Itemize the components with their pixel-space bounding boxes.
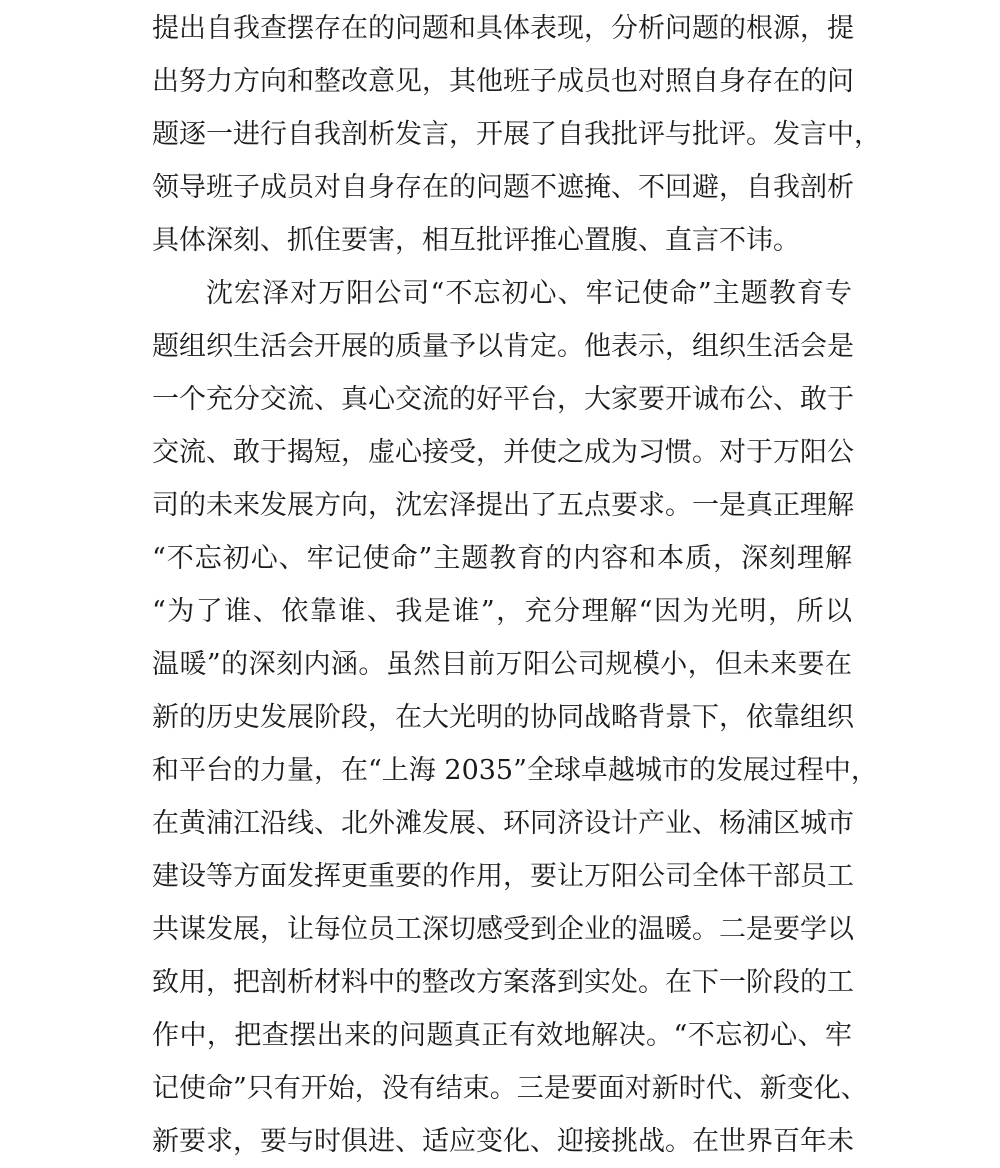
text-line: 领导班子成员对自身存在的问题不遮掩、不回避，自我剖析 — [152, 172, 854, 203]
text-line: 和平台的力量，在“上海 2035”全球卓越城市的发展过程中， — [152, 755, 878, 786]
text-line: 温暖”的深刻内涵。虽然目前万阳公司规模小，但未来要在 — [152, 649, 852, 680]
text-line: “为了谁、依靠谁、我是谁”，充分理解“因为光明，所以 — [152, 596, 852, 627]
text-line: 新的历史发展阶段，在大光明的协同战略背景下，依靠组织 — [152, 702, 854, 733]
text-line: 作中，把查摆出来的问题真正有效地解决。“不忘初心、牢 — [152, 1020, 852, 1051]
text-line: 建设等方面发挥更重要的作用，要让万阳公司全体干部员工 — [152, 861, 854, 892]
text-line: 交流、敢于揭短，虚心接受，并使之成为习惯。对于万阳公 — [152, 437, 854, 468]
text-line: 记使命”只有开始，没有结束。三是要面对新时代、新变化、 — [152, 1073, 868, 1104]
text-line: 题逐一进行自我剖析发言，开展了自我批评与批评。发言中， — [152, 119, 881, 150]
text-line: 新要求，要与时俱进、适应变化、迎接挑战。在世界百年未 — [152, 1126, 854, 1157]
text-line: 具体深刻、抓住要害，相互批评推心置腹、直言不讳。 — [152, 225, 800, 256]
text-line: 提出自我查摆存在的问题和具体表现，分析问题的根源，提 — [152, 13, 854, 44]
text-line: 在黄浦江沿线、北外滩发展、环同济设计产业、杨浦区城市 — [152, 808, 854, 839]
text-line: 致用，把剖析材料中的整改方案落到实处。在下一阶段的工 — [152, 967, 854, 998]
text-line: “不忘初心、牢记使命”主题教育的内容和本质，深刻理解 — [152, 543, 852, 574]
text-line: 共谋发展，让每位员工深切感受到企业的温暖。二是要学以 — [152, 914, 854, 945]
text-line: 出努力方向和整改意见，其他班子成员也对照自身存在的问 — [152, 66, 854, 97]
paragraph-first-line: 沈宏泽对万阳公司“不忘初心、牢记使命”主题教育专 — [206, 278, 852, 309]
text-line: 一个充分交流、真心交流的好平台，大家要开诚布公、敢于 — [152, 384, 854, 415]
body-text — [152, 2, 881, 1168]
text-line: 司的未来发展方向，沈宏泽提出了五点要求。一是真正理解 — [152, 490, 854, 521]
text-line: 题组织生活会开展的质量予以肯定。他表示，组织生活会是 — [152, 331, 854, 362]
